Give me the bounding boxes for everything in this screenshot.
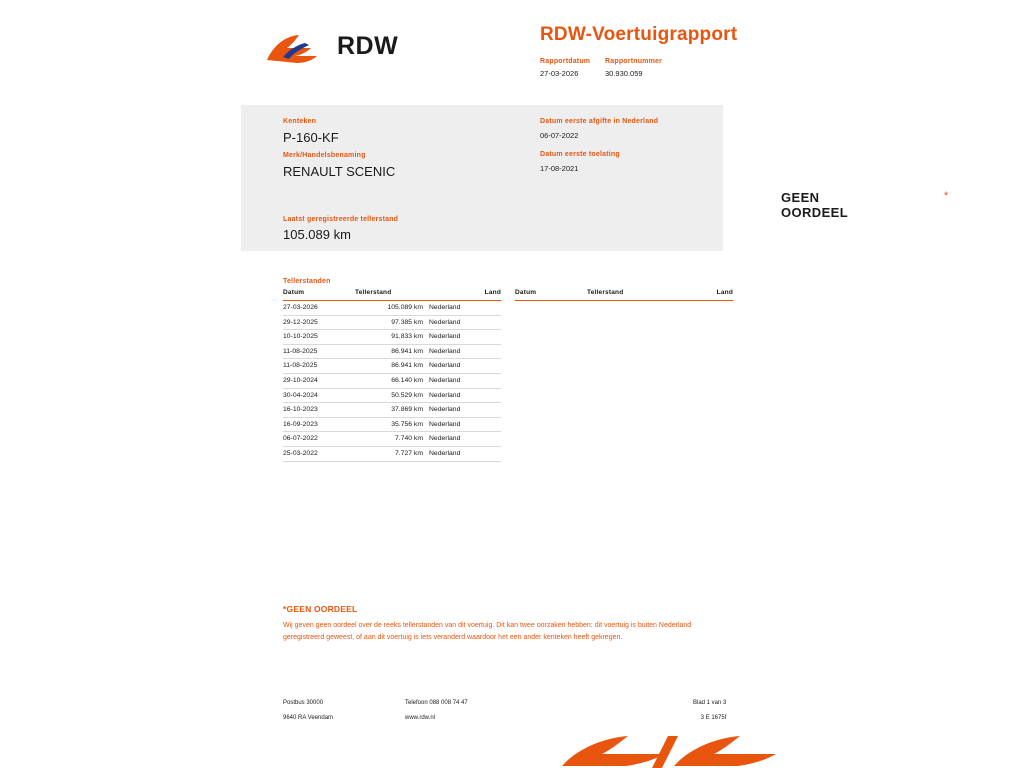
- cell-datum: 11-08-2025: [283, 362, 318, 370]
- cell-land: Nederland: [429, 333, 461, 341]
- footer-address-line2: 9640 RA Veendam: [283, 715, 334, 721]
- table-row: [283, 389, 501, 404]
- cell-land: Nederland: [429, 406, 461, 414]
- cell-datum: 11-08-2025: [283, 347, 318, 355]
- cell-land: Nederland: [429, 391, 461, 399]
- table-row: [283, 345, 501, 360]
- table-row: [283, 418, 501, 433]
- report-number-label: Rapportnummer: [605, 58, 663, 65]
- cell-datum: 29-12-2025: [283, 318, 318, 326]
- cell-tellerstand: 105.089 km: [387, 304, 423, 311]
- odometer-readings-table: [283, 278, 733, 457]
- eerste-toelating-value: 17-08-2021: [540, 164, 579, 173]
- table-column-left: [283, 289, 501, 462]
- vehicle-summary-panel: [241, 105, 949, 251]
- footnote-block: [283, 604, 708, 645]
- footnote-asterisk: *: [283, 604, 287, 614]
- report-number-value: 30.930.059: [605, 69, 643, 78]
- page-title: RDW-Voertuigrapport: [540, 24, 738, 45]
- cell-land: Nederland: [429, 318, 461, 326]
- column-header-datum-right: Datum: [515, 289, 537, 296]
- merk-value: RENAULT SCENIC: [283, 164, 396, 179]
- cell-land: Nederland: [429, 435, 461, 443]
- document-header: [0, 0, 1024, 92]
- kenteken-label: Kenteken: [283, 118, 317, 125]
- table-header-row: [283, 289, 501, 301]
- cell-land: Nederland: [429, 304, 461, 311]
- cell-datum: 10-10-2025: [283, 333, 318, 341]
- rdw-logo: [265, 20, 399, 68]
- merk-label: Merk/Handelsbenaming: [283, 152, 366, 159]
- footer-form-code: 3 E 1675f: [700, 715, 727, 721]
- column-header-datum: Datum: [283, 289, 305, 296]
- report-number: [605, 58, 662, 78]
- table-column-right: [515, 289, 733, 301]
- footnote-title-text: GEEN OORDEEL: [286, 604, 358, 614]
- eerste-afgifte-label: Datum eerste afgifte in Nederland: [540, 118, 659, 125]
- table-row: [283, 316, 501, 331]
- cell-tellerstand: 91.833 km: [391, 333, 423, 341]
- cell-datum: 16-10-2023: [283, 406, 318, 414]
- column-header-land: Land: [484, 289, 501, 296]
- cell-tellerstand: 86.941 km: [391, 362, 423, 370]
- cell-tellerstand: 7.740 km: [395, 435, 423, 443]
- report-date: [540, 58, 590, 78]
- footer-website[interactable]: www.rdw.nl: [405, 715, 436, 721]
- table-row: [283, 374, 501, 389]
- footer-address: [283, 700, 333, 721]
- column-header-tellerstand-right: Tellerstand: [587, 289, 624, 296]
- cell-datum: 30-04-2024: [283, 391, 318, 399]
- table-row: [283, 301, 501, 316]
- footnote-body: Wij geven geen oordeel over de reeks tellerstanden van dit voertuig. Dit kan twee oorzaken hebben: dit voertuig is buiten Nederland geregistreerd geweest, of aan dit voertuig is iets veranderd waardoor het een ander kenteken heeft gekregen.: [283, 622, 692, 642]
- verdict-asterisk: *: [944, 190, 949, 202]
- cell-datum: 25-03-2022: [283, 449, 318, 457]
- column-header-tellerstand: Tellerstand: [355, 289, 392, 296]
- cell-tellerstand: 97.385 km: [391, 318, 423, 326]
- cell-datum: 29-10-2024: [283, 376, 318, 384]
- table-row: [283, 359, 501, 374]
- laatste-tellerstand-value: 105.089 km: [283, 227, 351, 242]
- cell-land: Nederland: [429, 362, 461, 370]
- cell-datum: 27-03-2026: [283, 304, 318, 311]
- footnote-title: [283, 604, 708, 614]
- verdict-text: GEEN OORDEEL: [781, 190, 849, 220]
- cell-datum: 06-07-2022: [283, 435, 318, 443]
- cell-datum: 16-09-2023: [283, 420, 318, 428]
- cell-tellerstand: 86.941 km: [391, 347, 423, 355]
- report-date-value: 27-03-2026: [540, 69, 579, 78]
- table-header-row-right: [515, 289, 733, 301]
- cell-land: Nederland: [429, 376, 461, 384]
- footer-page-number: Blad 1 van 3: [693, 700, 727, 706]
- footer-address-line1: Postbus 30000: [283, 700, 324, 706]
- rdw-logo-icon: [265, 34, 327, 64]
- rdw-wordmark: RDW: [337, 32, 399, 60]
- report-date-label: Rapportdatum: [540, 58, 591, 65]
- table-row: [283, 330, 501, 345]
- table-row: [283, 432, 501, 447]
- laatste-tellerstand-label: Laatst geregistreerde tellerstand: [283, 216, 399, 223]
- table-row: [283, 403, 501, 418]
- footer-decoration-icon: [556, 736, 786, 768]
- cell-land: Nederland: [429, 420, 461, 428]
- cell-tellerstand: 35.756 km: [391, 420, 423, 428]
- document-footer: [283, 700, 733, 730]
- cell-land: Nederland: [429, 347, 461, 355]
- cell-tellerstand: 7.727 km: [395, 449, 423, 457]
- footer-pagination: [693, 700, 726, 721]
- eerste-toelating-label: Datum eerste toelating: [540, 151, 620, 158]
- cell-tellerstand: 50.529 km: [391, 391, 423, 399]
- cell-tellerstand: 37.869 km: [391, 406, 423, 414]
- cell-land: Nederland: [429, 449, 461, 457]
- footer-contact: [405, 700, 468, 721]
- table-title: Tellerstanden: [283, 278, 331, 285]
- kenteken-value: P-160-KF: [283, 130, 339, 145]
- column-header-land-right: Land: [716, 289, 733, 296]
- cell-tellerstand: 66.140 km: [391, 376, 423, 384]
- table-row: [283, 447, 501, 462]
- footer-phone: Telefoon 088 008 74 47: [405, 700, 468, 706]
- eerste-afgifte-value: 06-07-2022: [540, 131, 579, 140]
